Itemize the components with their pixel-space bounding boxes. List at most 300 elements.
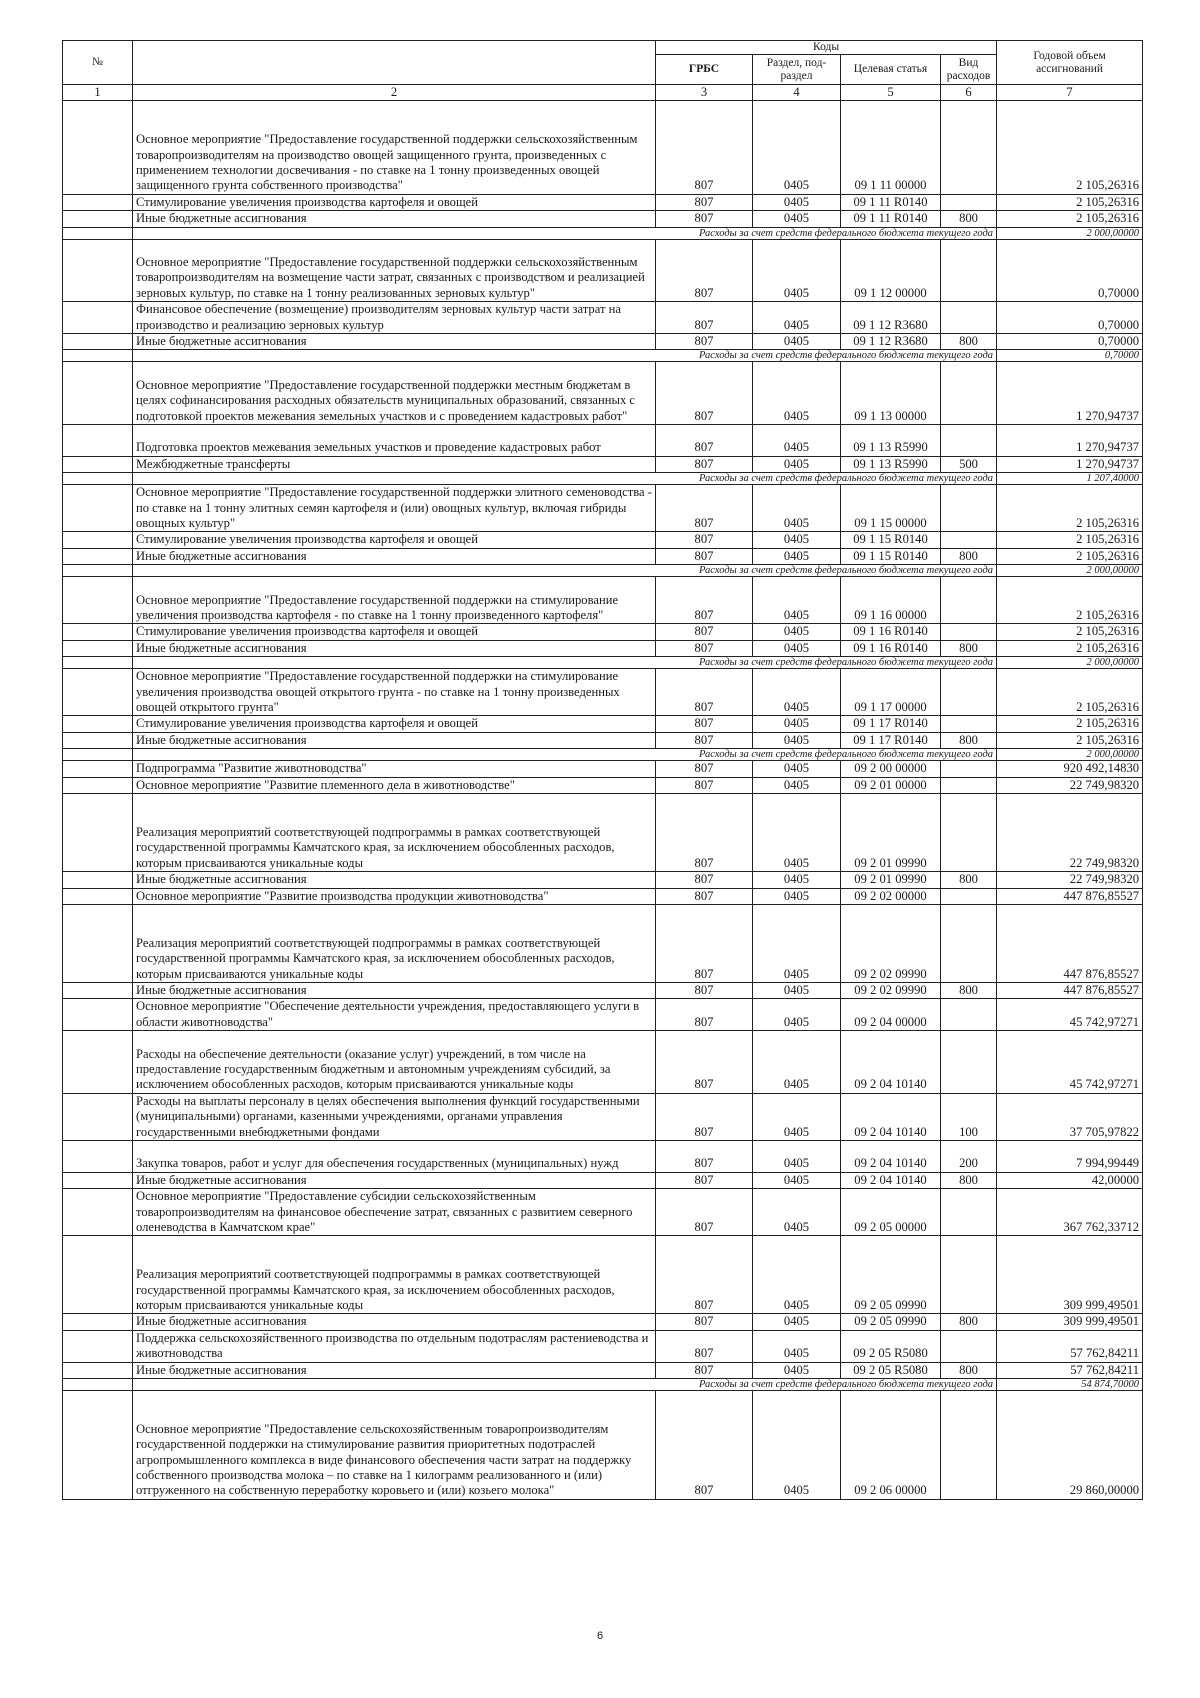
table-row (63, 761, 1143, 777)
cell-section: 0405 (753, 101, 841, 194)
federal-budget-label: Расходы за счет средств федерального бюджета текущего года (133, 227, 997, 239)
cell-amount: 42,00000 (997, 1172, 1143, 1188)
cell-no (63, 194, 133, 210)
cell-amount: 1 270,94737 (997, 425, 1143, 457)
cell-exp-type: 200 (941, 1140, 997, 1172)
table-row (63, 999, 1143, 1031)
cell-target: 09 1 12 00000 (841, 239, 941, 302)
cell-name: Основное мероприятие "Предоставление государственной поддержки на стимулирование увеличения производства овощей открытого грунта - по ставке на 1 тонну произведенных овощей открытого грунта" (133, 669, 656, 716)
cell-exp-type: 800 (941, 334, 997, 350)
cell-name: Закупка товаров, работ и услуг для обеспечения государственных (муниципальных) нужд (133, 1140, 656, 1172)
cell-target: 09 1 16 R0140 (841, 624, 941, 640)
table-row (63, 211, 1143, 227)
cell-exp-type (941, 761, 997, 777)
cell-section: 0405 (753, 777, 841, 793)
table-row (63, 716, 1143, 732)
table-header (63, 41, 1143, 101)
cell-no (63, 904, 133, 982)
cell-amount: 57 762,84211 (997, 1330, 1143, 1362)
cell-name: Основное мероприятие "Предоставление государственной поддержки сельскохозяйственным товаропроизводителям на возмещение части затрат, связанных с производством и реализацией зерновых культур, по ставке на 1 тонну реализованных зерновых культур" (133, 239, 656, 302)
table-row (63, 577, 1143, 624)
cell-no (63, 716, 133, 732)
cell-exp-type: 800 (941, 211, 997, 227)
table-row (63, 904, 1143, 982)
cell-target: 09 2 02 00000 (841, 888, 941, 904)
cell-section: 0405 (753, 548, 841, 564)
cell-exp-type (941, 485, 997, 532)
cell-no (63, 794, 133, 872)
table-row (63, 1140, 1143, 1172)
cell-exp-type: 500 (941, 456, 997, 472)
cell-section: 0405 (753, 872, 841, 888)
federal-budget-row (63, 1378, 1143, 1390)
federal-budget-row (63, 749, 1143, 761)
federal-budget-label: Расходы за счет средств федерального бюджета текущего года (133, 473, 997, 485)
cell-section: 0405 (753, 1093, 841, 1140)
cell-section: 0405 (753, 888, 841, 904)
cell-name: Основное мероприятие "Предоставление государственной поддержки элитного семеноводства - по ставке на 1 тонну элитных семян картофеля и (или) овощных культур, включая гибриды овощных культур" (133, 485, 656, 532)
cell-grbs: 807 (656, 1093, 753, 1140)
cell-no (63, 657, 133, 669)
cell-no (63, 761, 133, 777)
cell-name: Расходы на обеспечение деятельности (оказание услуг) учреждений, в том числе на предоставление государственным бюджетным и автономным учреждениям субсидий, за исключением обособленных расходов, которым присваиваются уникальные коды (133, 1031, 656, 1094)
cell-target: 09 1 12 R3680 (841, 334, 941, 350)
federal-budget-row (63, 657, 1143, 669)
cell-grbs: 807 (656, 999, 753, 1031)
cell-no (63, 239, 133, 302)
federal-budget-amount: 2 000,00000 (997, 227, 1143, 239)
colnum: 6 (941, 85, 997, 101)
header-section: Раздел, под-раздел (753, 55, 841, 85)
cell-exp-type (941, 904, 997, 982)
cell-exp-type (941, 239, 997, 302)
cell-amount: 2 105,26316 (997, 211, 1143, 227)
cell-amount: 1 270,94737 (997, 456, 1143, 472)
table-row (63, 732, 1143, 748)
page-number: 6 (596, 1630, 604, 1642)
table-row (63, 888, 1143, 904)
cell-name: Финансовое обеспечение (возмещение) производителям зерновых культур части затрат на производство и реализацию зерновых культур (133, 302, 656, 334)
cell-target: 09 2 04 00000 (841, 999, 941, 1031)
cell-grbs: 807 (656, 211, 753, 227)
cell-exp-type (941, 194, 997, 210)
cell-target: 09 1 13 R5990 (841, 456, 941, 472)
cell-no (63, 1314, 133, 1330)
cell-section: 0405 (753, 1140, 841, 1172)
cell-grbs: 807 (656, 732, 753, 748)
cell-name: Иные бюджетные ассигнования (133, 548, 656, 564)
cell-name: Расходы на выплаты персоналу в целях обеспечения выполнения функций государственными (муниципальными) органами, казенными учреждениями, органами управления государственными внебюджетными фондами (133, 1093, 656, 1140)
cell-name: Стимулирование увеличения производства картофеля и овощей (133, 624, 656, 640)
cell-section: 0405 (753, 999, 841, 1031)
cell-section: 0405 (753, 669, 841, 716)
cell-name: Стимулирование увеличения производства картофеля и овощей (133, 532, 656, 548)
cell-no (63, 532, 133, 548)
cell-amount: 447 876,85527 (997, 888, 1143, 904)
cell-no (63, 872, 133, 888)
cell-name: Реализация мероприятий соответствующей подпрограммы в рамках соответствующей государственной программы Камчатского края, за исключением обособленных расходов, которым присваиваются уникальные коды (133, 904, 656, 982)
header-grbs: ГРБС (656, 55, 753, 85)
table-row (63, 334, 1143, 350)
cell-target: 09 2 02 09990 (841, 904, 941, 982)
cell-exp-type: 800 (941, 1314, 997, 1330)
table-row (63, 1189, 1143, 1236)
table-row (63, 872, 1143, 888)
cell-grbs: 807 (656, 1362, 753, 1378)
cell-section: 0405 (753, 1314, 841, 1330)
cell-amount: 45 742,97271 (997, 1031, 1143, 1094)
cell-name: Основное мероприятие "Предоставление государственной поддержки местным бюджетам в целях софинансирования расходных обязательств муниципальных образований, связанных с подготовкой проектов межевания земельных участков и с проведением кадастровых работ" (133, 362, 656, 425)
cell-exp-type (941, 362, 997, 425)
header-codes: Коды (656, 41, 997, 55)
cell-amount: 22 749,98320 (997, 777, 1143, 793)
cell-no (63, 777, 133, 793)
federal-budget-amount: 0,70000 (997, 350, 1143, 362)
cell-grbs: 807 (656, 334, 753, 350)
cell-grbs: 807 (656, 982, 753, 998)
federal-budget-amount: 2 000,00000 (997, 657, 1143, 669)
cell-no (63, 1390, 133, 1499)
cell-target: 09 2 05 R5080 (841, 1330, 941, 1362)
cell-grbs: 807 (656, 777, 753, 793)
cell-no (63, 1189, 133, 1236)
cell-target: 09 2 01 09990 (841, 794, 941, 872)
table-row (63, 194, 1143, 210)
cell-amount: 367 762,33712 (997, 1189, 1143, 1236)
cell-amount: 2 105,26316 (997, 532, 1143, 548)
cell-exp-type (941, 777, 997, 793)
cell-exp-type (941, 101, 997, 194)
table-row (63, 485, 1143, 532)
cell-name: Иные бюджетные ассигнования (133, 982, 656, 998)
table-row (63, 1093, 1143, 1140)
table-row (63, 640, 1143, 656)
cell-amount: 920 492,14830 (997, 761, 1143, 777)
cell-section: 0405 (753, 1390, 841, 1499)
cell-no (63, 1031, 133, 1094)
column-numbers (63, 85, 1143, 101)
table-row (63, 982, 1143, 998)
cell-section: 0405 (753, 1330, 841, 1362)
cell-target: 09 1 15 R0140 (841, 532, 941, 548)
cell-target: 09 2 04 10140 (841, 1031, 941, 1094)
cell-name: Основное мероприятие "Развитие племенного дела в животноводстве" (133, 777, 656, 793)
cell-target: 09 2 00 00000 (841, 761, 941, 777)
header-target: Целевая статья (841, 55, 941, 85)
cell-no (63, 982, 133, 998)
cell-grbs: 807 (656, 640, 753, 656)
cell-section: 0405 (753, 732, 841, 748)
cell-grbs: 807 (656, 1236, 753, 1314)
header-no: № (63, 41, 133, 85)
cell-target: 09 1 12 R3680 (841, 302, 941, 334)
federal-budget-label: Расходы за счет средств федерального бюджета текущего года (133, 1378, 997, 1390)
cell-name: Иные бюджетные ассигнования (133, 1172, 656, 1188)
table-row (63, 1362, 1143, 1378)
cell-name: Основное мероприятие "Развитие производства продукции животноводства" (133, 888, 656, 904)
cell-target: 09 1 13 00000 (841, 362, 941, 425)
table-row (63, 362, 1143, 425)
cell-grbs: 807 (656, 761, 753, 777)
cell-section: 0405 (753, 302, 841, 334)
table-row (63, 548, 1143, 564)
colnum: 5 (841, 85, 941, 101)
cell-section: 0405 (753, 456, 841, 472)
federal-budget-amount: 2 000,00000 (997, 749, 1143, 761)
cell-target: 09 2 06 00000 (841, 1390, 941, 1499)
table-row (63, 239, 1143, 302)
cell-no (63, 1140, 133, 1172)
cell-no (63, 211, 133, 227)
table-body (63, 101, 1143, 1499)
cell-exp-type (941, 999, 997, 1031)
cell-target: 09 1 17 R0140 (841, 716, 941, 732)
cell-exp-type (941, 1236, 997, 1314)
cell-exp-type: 800 (941, 548, 997, 564)
cell-exp-type (941, 794, 997, 872)
cell-amount: 2 105,26316 (997, 548, 1143, 564)
cell-name: Реализация мероприятий соответствующей подпрограммы в рамках соответствующей государственной программы Камчатского края, за исключением обособленных расходов, которым присваиваются уникальные коды (133, 794, 656, 872)
cell-amount: 2 105,26316 (997, 640, 1143, 656)
cell-grbs: 807 (656, 669, 753, 716)
table-row (63, 1172, 1143, 1188)
cell-no (63, 732, 133, 748)
cell-section: 0405 (753, 532, 841, 548)
federal-budget-row (63, 473, 1143, 485)
cell-grbs: 807 (656, 888, 753, 904)
cell-name: Иные бюджетные ассигнования (133, 334, 656, 350)
cell-exp-type (941, 577, 997, 624)
cell-no (63, 1093, 133, 1140)
cell-no (63, 456, 133, 472)
table-row (63, 669, 1143, 716)
cell-target: 09 2 04 10140 (841, 1140, 941, 1172)
cell-section: 0405 (753, 761, 841, 777)
federal-budget-row (63, 350, 1143, 362)
cell-grbs: 807 (656, 1140, 753, 1172)
table-row (63, 1390, 1143, 1499)
table-row (63, 624, 1143, 640)
budget-page (62, 40, 1142, 1500)
cell-exp-type: 100 (941, 1093, 997, 1140)
cell-no (63, 1378, 133, 1390)
cell-section: 0405 (753, 1189, 841, 1236)
cell-section: 0405 (753, 334, 841, 350)
cell-exp-type (941, 669, 997, 716)
federal-budget-row (63, 565, 1143, 577)
cell-grbs: 807 (656, 239, 753, 302)
cell-grbs: 807 (656, 1330, 753, 1362)
colnum: 4 (753, 85, 841, 101)
cell-name: Подготовка проектов межевания земельных участков и проведение кадастровых работ (133, 425, 656, 457)
cell-exp-type: 800 (941, 1362, 997, 1378)
colnum: 7 (997, 85, 1143, 101)
colnum: 1 (63, 85, 133, 101)
cell-exp-type (941, 716, 997, 732)
cell-amount: 2 105,26316 (997, 101, 1143, 194)
cell-grbs: 807 (656, 794, 753, 872)
cell-target: 09 1 15 R0140 (841, 548, 941, 564)
cell-target: 09 1 11 R0140 (841, 194, 941, 210)
cell-name: Стимулирование увеличения производства картофеля и овощей (133, 194, 656, 210)
federal-budget-label: Расходы за счет средств федерального бюджета текущего года (133, 350, 997, 362)
cell-target: 09 2 04 10140 (841, 1172, 941, 1188)
cell-amount: 29 860,00000 (997, 1390, 1143, 1499)
cell-name: Основное мероприятие "Предоставление субсидии сельскохозяйственным товаропроизводителям на финансовое обеспечение затрат, связанных с развитием северного оленеводства в Камчатском крае" (133, 1189, 656, 1236)
cell-section: 0405 (753, 640, 841, 656)
cell-section: 0405 (753, 1236, 841, 1314)
cell-name: Иные бюджетные ассигнования (133, 1314, 656, 1330)
cell-name: Иные бюджетные ассигнования (133, 1362, 656, 1378)
cell-no (63, 640, 133, 656)
federal-budget-row (63, 227, 1143, 239)
federal-budget-amount: 2 000,00000 (997, 565, 1143, 577)
cell-name: Иные бюджетные ассигнования (133, 732, 656, 748)
colnum: 2 (133, 85, 656, 101)
cell-name: Основное мероприятие "Предоставление государственной поддержки сельскохозяйственным товаропроизводителям на производство овощей защищенного грунта, произведенных с применением технологии досвечивания - по ставке на 1 тонну произведенных овощей защищенного грунта собственного производства" (133, 101, 656, 194)
federal-budget-amount: 54 874,70000 (997, 1378, 1143, 1390)
cell-section: 0405 (753, 239, 841, 302)
federal-budget-label: Расходы за счет средств федерального бюджета текущего года (133, 749, 997, 761)
cell-section: 0405 (753, 362, 841, 425)
cell-amount: 447 876,85527 (997, 904, 1143, 982)
cell-amount: 37 705,97822 (997, 1093, 1143, 1140)
cell-amount: 309 999,49501 (997, 1236, 1143, 1314)
cell-amount: 57 762,84211 (997, 1362, 1143, 1378)
table-row (63, 456, 1143, 472)
cell-no (63, 888, 133, 904)
cell-amount: 309 999,49501 (997, 1314, 1143, 1330)
cell-section: 0405 (753, 1362, 841, 1378)
cell-no (63, 425, 133, 457)
cell-exp-type (941, 624, 997, 640)
cell-target: 09 1 11 00000 (841, 101, 941, 194)
cell-no (63, 227, 133, 239)
cell-target: 09 1 16 00000 (841, 577, 941, 624)
cell-no (63, 1330, 133, 1362)
table-row (63, 101, 1143, 194)
cell-section: 0405 (753, 716, 841, 732)
table-row (63, 1330, 1143, 1362)
table-row (63, 777, 1143, 793)
cell-no (63, 669, 133, 716)
cell-grbs: 807 (656, 194, 753, 210)
cell-target: 09 2 01 00000 (841, 777, 941, 793)
cell-name: Основное мероприятие "Обеспечение деятельности учреждения, предоставляющего услуги в области животноводства" (133, 999, 656, 1031)
cell-grbs: 807 (656, 872, 753, 888)
cell-amount: 45 742,97271 (997, 999, 1143, 1031)
cell-grbs: 807 (656, 425, 753, 457)
cell-target: 09 1 16 R0140 (841, 640, 941, 656)
cell-exp-type (941, 425, 997, 457)
cell-grbs: 807 (656, 1031, 753, 1094)
cell-exp-type: 800 (941, 640, 997, 656)
cell-exp-type (941, 302, 997, 334)
cell-section: 0405 (753, 1172, 841, 1188)
cell-section: 0405 (753, 194, 841, 210)
cell-name: Поддержка сельскохозяйственного производства по отдельным подотраслям растениеводства и животноводства (133, 1330, 656, 1362)
cell-section: 0405 (753, 624, 841, 640)
cell-target: 09 2 05 00000 (841, 1189, 941, 1236)
cell-amount: 2 105,26316 (997, 194, 1143, 210)
cell-no (63, 999, 133, 1031)
cell-no (63, 302, 133, 334)
cell-amount: 7 994,99449 (997, 1140, 1143, 1172)
cell-section: 0405 (753, 904, 841, 982)
cell-target: 09 1 17 R0140 (841, 732, 941, 748)
cell-exp-type (941, 1330, 997, 1362)
cell-no (63, 624, 133, 640)
cell-name: Реализация мероприятий соответствующей подпрограммы в рамках соответствующей государственной программы Камчатского края, за исключением обособленных расходов, которым присваиваются уникальные коды (133, 1236, 656, 1314)
table-row (63, 425, 1143, 457)
cell-grbs: 807 (656, 1172, 753, 1188)
table-row (63, 1314, 1143, 1330)
cell-exp-type: 800 (941, 982, 997, 998)
cell-no (63, 1236, 133, 1314)
cell-name: Межбюджетные трансферты (133, 456, 656, 472)
cell-target: 09 1 15 00000 (841, 485, 941, 532)
header-volume: Годовой объем ассигнований (997, 41, 1143, 85)
cell-amount: 0,70000 (997, 302, 1143, 334)
cell-name: Стимулирование увеличения производства картофеля и овощей (133, 716, 656, 732)
budget-table (62, 40, 1143, 1500)
cell-grbs: 807 (656, 1314, 753, 1330)
federal-budget-amount: 1 207,40000 (997, 473, 1143, 485)
cell-no (63, 1172, 133, 1188)
cell-grbs: 807 (656, 362, 753, 425)
cell-exp-type (941, 532, 997, 548)
cell-name: Иные бюджетные ассигнования (133, 640, 656, 656)
cell-amount: 1 270,94737 (997, 362, 1143, 425)
cell-amount: 2 105,26316 (997, 732, 1143, 748)
cell-name: Подпрограмма "Развитие животноводства" (133, 761, 656, 777)
cell-exp-type (941, 1189, 997, 1236)
cell-exp-type: 800 (941, 732, 997, 748)
table-row (63, 302, 1143, 334)
cell-target: 09 1 11 R0140 (841, 211, 941, 227)
cell-no (63, 350, 133, 362)
cell-target: 09 1 13 R5990 (841, 425, 941, 457)
cell-target: 09 2 05 R5080 (841, 1362, 941, 1378)
cell-amount: 2 105,26316 (997, 716, 1143, 732)
cell-grbs: 807 (656, 577, 753, 624)
cell-exp-type (941, 1031, 997, 1094)
cell-no (63, 473, 133, 485)
cell-exp-type (941, 888, 997, 904)
cell-no (63, 362, 133, 425)
cell-section: 0405 (753, 485, 841, 532)
cell-no (63, 548, 133, 564)
cell-exp-type: 800 (941, 872, 997, 888)
table-row (63, 794, 1143, 872)
cell-name: Основное мероприятие "Предоставление государственной поддержки на стимулирование увеличения производства картофеля - по ставке на 1 тонну произведенного картофеля" (133, 577, 656, 624)
cell-section: 0405 (753, 982, 841, 998)
cell-grbs: 807 (656, 1189, 753, 1236)
cell-section: 0405 (753, 794, 841, 872)
cell-target: 09 2 05 09990 (841, 1314, 941, 1330)
cell-section: 0405 (753, 425, 841, 457)
cell-no (63, 1362, 133, 1378)
cell-grbs: 807 (656, 302, 753, 334)
cell-grbs: 807 (656, 548, 753, 564)
cell-target: 09 1 17 00000 (841, 669, 941, 716)
table-row (63, 532, 1143, 548)
cell-grbs: 807 (656, 456, 753, 472)
header-exp-type: Вид расходов (941, 55, 997, 85)
cell-amount: 2 105,26316 (997, 624, 1143, 640)
cell-exp-type: 800 (941, 1172, 997, 1188)
cell-no (63, 565, 133, 577)
